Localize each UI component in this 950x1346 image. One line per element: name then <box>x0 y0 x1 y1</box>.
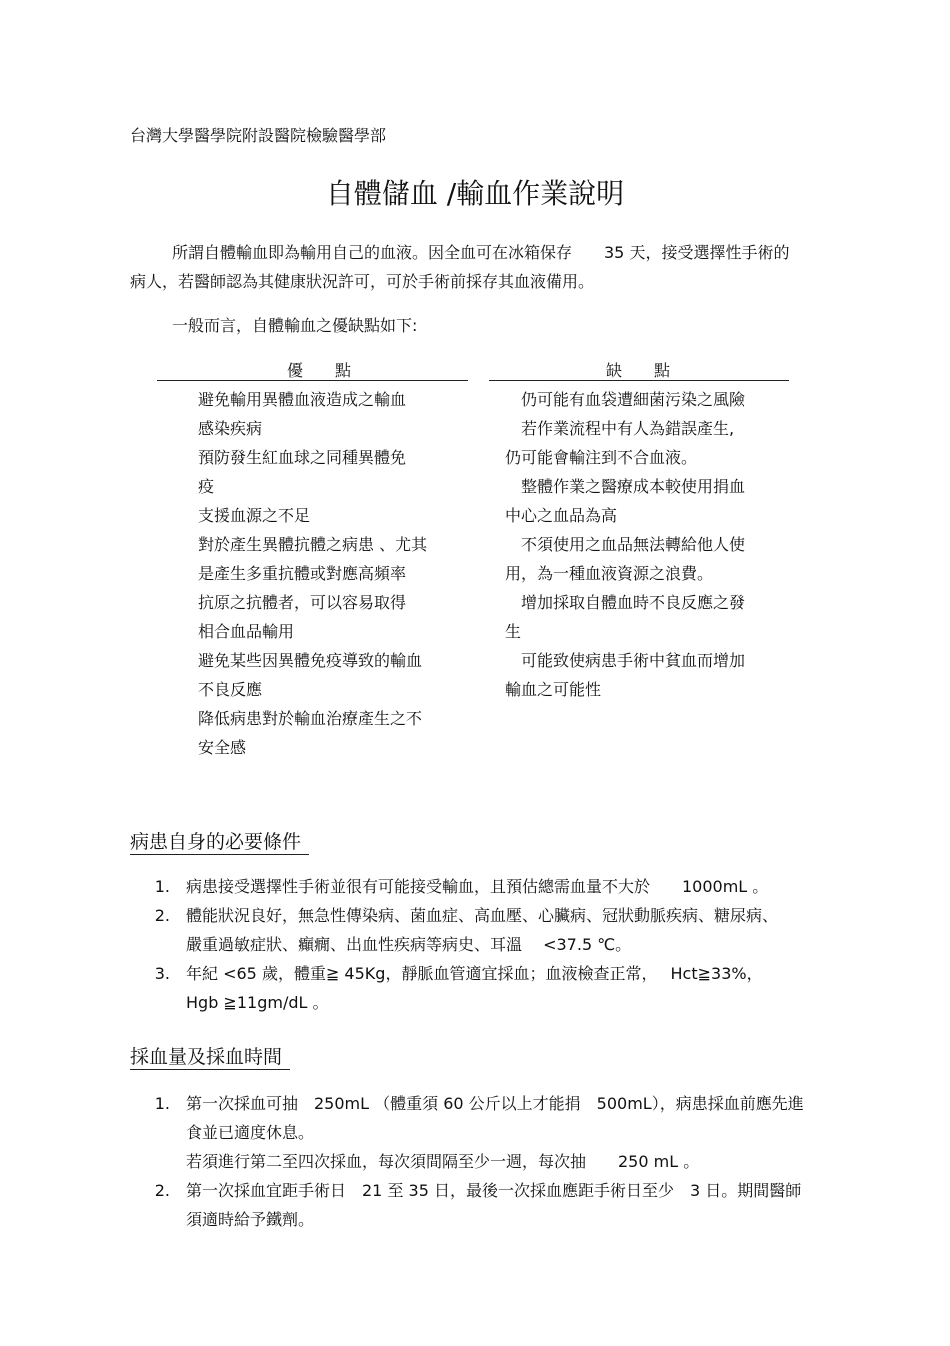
pros-line: 是產生多重抗體或對應高頻率 <box>198 564 407 583</box>
list-item-number: 2. <box>154 1181 170 1200</box>
cons-line: 仍可能有血袋遭細菌污染之風險 <box>505 390 746 409</box>
cons-line: 生 <box>505 622 522 641</box>
intro-line-1: 所謂自體輸血即為輸用自己的血液。因全血可在冰箱保存 35 天，接受選擇性手術的 <box>172 243 790 262</box>
pros-line: 預防發生紅血球之同種異體免 <box>198 448 407 467</box>
list-item-text: 第一次採血可抽 250mL （體重須 60 公斤以上才能捐 500mL），病患採血前應先進 <box>186 1094 804 1113</box>
hospital-name: 台灣大學醫學院附設醫院檢驗醫學部 <box>130 126 387 145</box>
pros-line: 安全感 <box>198 738 247 757</box>
list-item-number: 1. <box>154 1094 170 1113</box>
list-item-number: 3. <box>154 964 170 983</box>
cons-line: 中心之血品為高 <box>505 506 618 525</box>
cons-header-rule <box>489 380 789 381</box>
list-item-text: 第一次採血宜距手術日 21 至 35 日，最後一次採血應距手術日至少 3 日。期間醫師 <box>186 1181 802 1200</box>
section-heading-requirements: 病患自身的必要條件 <box>130 830 309 855</box>
pros-line: 疫 <box>198 477 215 496</box>
list-item-text: 嚴重過敏症狀、癲癇、出血性疾病等病史、耳溫 <37.5 ℃。 <box>186 935 632 954</box>
cons-line: 若作業流程中有人為錯誤產生, <box>505 419 735 438</box>
list-item-text: 體能狀況良好，無急性傳染病、菌血症、高血壓、心臟病、冠狀動脈疾病、糖尿病、 <box>186 906 779 925</box>
list-item-number: 2. <box>154 906 170 925</box>
list-item-text: 若須進行第二至四次採血，每次須間隔至少一週，每次抽 250 mL 。 <box>186 1152 700 1171</box>
pros-header-rule <box>157 380 468 381</box>
page-title: 自體儲血 /輸血作業說明 <box>325 177 625 210</box>
list-item-text: 食並已適度休息。 <box>186 1123 315 1142</box>
pros-line: 不良反應 <box>198 680 263 699</box>
cons-line: 可能致使病患手術中貧血而增加 <box>505 651 746 670</box>
pros-line: 支援血源之不足 <box>198 506 311 525</box>
list-item-text: 病患接受選擇性手術並很有可能接受輸血，且預估總需血量不大於 1000mL 。 <box>186 877 769 896</box>
cons-line: 整體作業之醫療成本較使用捐血 <box>505 477 746 496</box>
cons-line: 輸血之可能性 <box>505 680 602 699</box>
pros-line: 抗原之抗體者，可以容易取得 <box>198 593 407 612</box>
cons-line: 仍可能會輸注到不合血液。 <box>505 448 698 467</box>
cons-header: 缺 點 <box>606 361 671 380</box>
cons-line: 增加採取自體血時不良反應之發 <box>505 593 746 612</box>
pros-line: 感染疾病 <box>198 419 263 438</box>
pros-header: 優 點 <box>287 361 352 380</box>
list-item-text: 年紀 <65 歲，體重≧ 45Kg，靜脈血管適宜採血；血液檢查正常， Hct≧33%， <box>186 964 763 983</box>
pros-line: 對於產生異體抗體之病患 、尤其 <box>198 535 428 554</box>
list-item-text: 須適時給予鐵劑。 <box>186 1210 315 1229</box>
pros-line: 降低病患對於輸血治療產生之不 <box>198 709 423 728</box>
pros-line: 相合血品輸用 <box>198 622 295 641</box>
section-heading-collection: 採血量及採血時間 <box>130 1045 290 1070</box>
cons-line: 用，為一種血液資源之浪費。 <box>505 564 714 583</box>
list-item-number: 1. <box>154 877 170 896</box>
pros-line: 避免輸用異體血液造成之輸血 <box>198 390 407 409</box>
intro-line-3: 一般而言，自體輸血之優缺點如下: <box>172 316 418 335</box>
cons-line: 不須使用之血品無法轉給他人使 <box>505 535 746 554</box>
pros-line: 避免某些因異體免疫導致的輸血 <box>198 651 423 670</box>
list-item-text: Hgb ≧11gm/dL 。 <box>186 993 329 1012</box>
intro-line-2: 病人，若醫師認為其健康狀況許可，可於手術前採存其血液備用。 <box>130 272 595 291</box>
